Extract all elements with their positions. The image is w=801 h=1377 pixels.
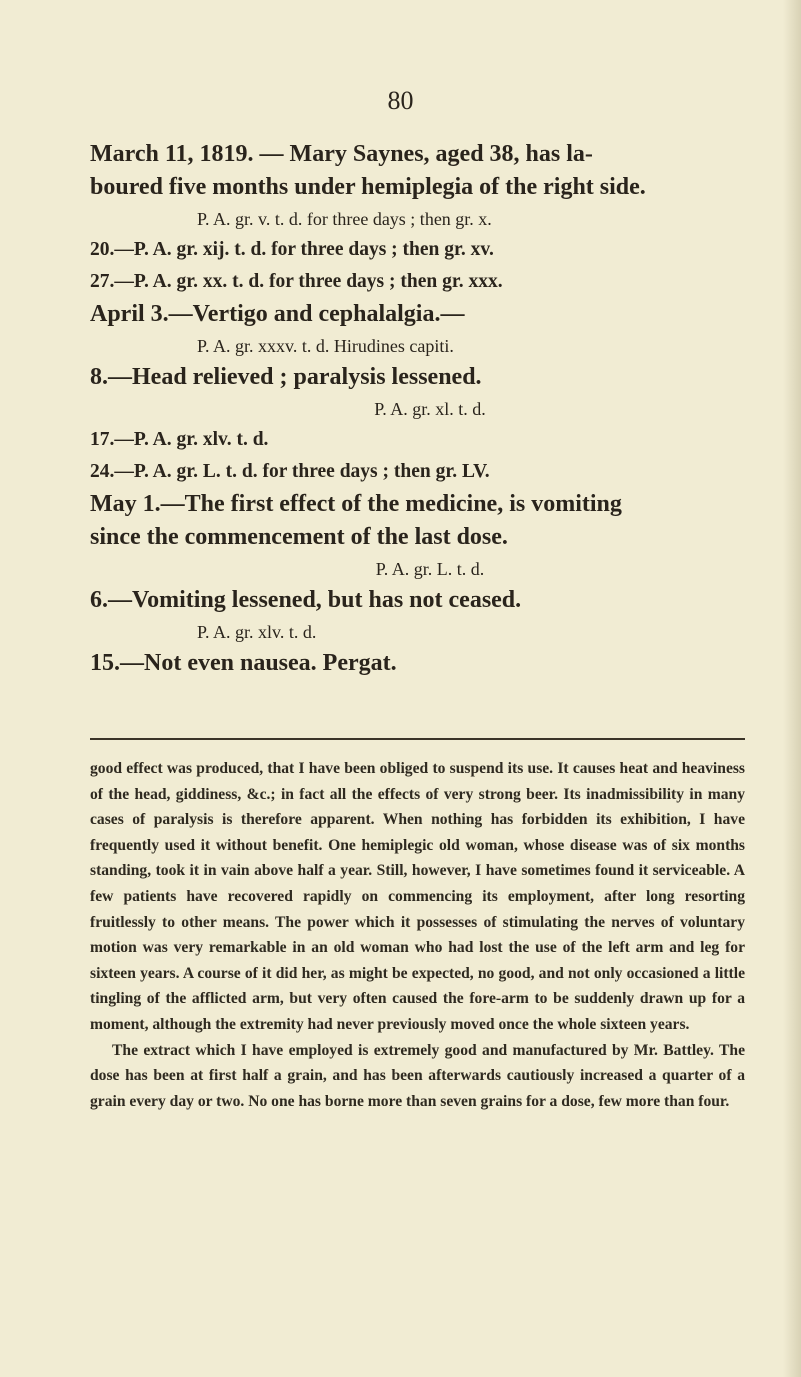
case-line: May 1.—The first effect of the medicine, is vomiting	[90, 491, 622, 517]
footnote-paragraph: good effect was produced, that I have been obliged to suspend its use. It causes heat and heaviness of the head, giddiness, &c.; in fact all the effects of very strong beer. Its inadmissibility in many cases of paralysis is therefore apparent. When nothing has forbidden its exhibition, I have frequently used it without benefit. One hemiplegic old woman, whose disease was of six months standing, took it in vain above half a year. Still, however, I have sometimes found it serviceable. A few patients have recovered rapidly on commencing its employment, after long resorting fruitlessly to other means. The power which it possesses of stimulating the nerves of voluntary motion was very remarkable in an old woman who had lost the use of the left arm and leg for sixteen years. A course of it did her, as might be expected, no good, and not only occasioned a little tingling of the afflicted arm, but very often caused the fore-arm to be suddenly drawn up for a moment, although the extremity had never previously moved once the whole sixteen years.	[90, 760, 745, 1033]
case-line: P. A. gr. xl. t. d.	[374, 399, 486, 419]
footnote-text	[90, 756, 745, 1114]
case-line: 17.—P. A. gr. xlv. t. d.	[90, 429, 269, 450]
case-line: 24.—P. A. gr. L. t. d. for three days ; then gr. LV.	[90, 461, 490, 482]
case-line: 6.—Vomiting lessened, but has not ceased.	[90, 587, 522, 613]
case-record	[90, 138, 740, 680]
case-line: 15.—Not even nausea. Pergat.	[90, 650, 397, 676]
case-line: 27.—P. A. gr. xx. t. d. for three days ; then gr. xxx.	[90, 271, 503, 292]
case-line: P. A. gr. xlv. t. d.	[197, 622, 317, 642]
case-line: since the commencement of the last dose.	[90, 524, 508, 550]
case-line: P. A. gr. xxxv. t. d. Hirudines capiti.	[197, 336, 454, 356]
footnote-divider	[90, 738, 745, 740]
case-line: April 3.—Vertigo and cephalalgia.—	[90, 301, 465, 327]
case-line: March 11, 1819. — Mary Saynes, aged 38, has la-	[90, 141, 593, 167]
case-line: 20.—P. A. gr. xij. t. d. for three days ; then gr. xv.	[90, 239, 494, 260]
footnote-paragraph: The extract which I have employed is extremely good and manufactured by Mr. Battley. The dose has been at first half a grain, and has been afterwards cautiously increased a quarter of a grain every day or two. No one has borne more than seven grains for a dose, few more than four.	[90, 1041, 745, 1110]
page-edge-shadow	[783, 0, 801, 1377]
case-line: 8.—Head relieved ; paralysis lessened.	[90, 364, 482, 390]
case-line: P. A. gr. v. t. d. for three days ; then gr. x.	[197, 209, 492, 229]
case-line: P. A. gr. L. t. d.	[375, 559, 485, 579]
case-line: boured five months under hemiplegia of the right side.	[90, 174, 646, 200]
page-number: 80	[387, 86, 414, 115]
